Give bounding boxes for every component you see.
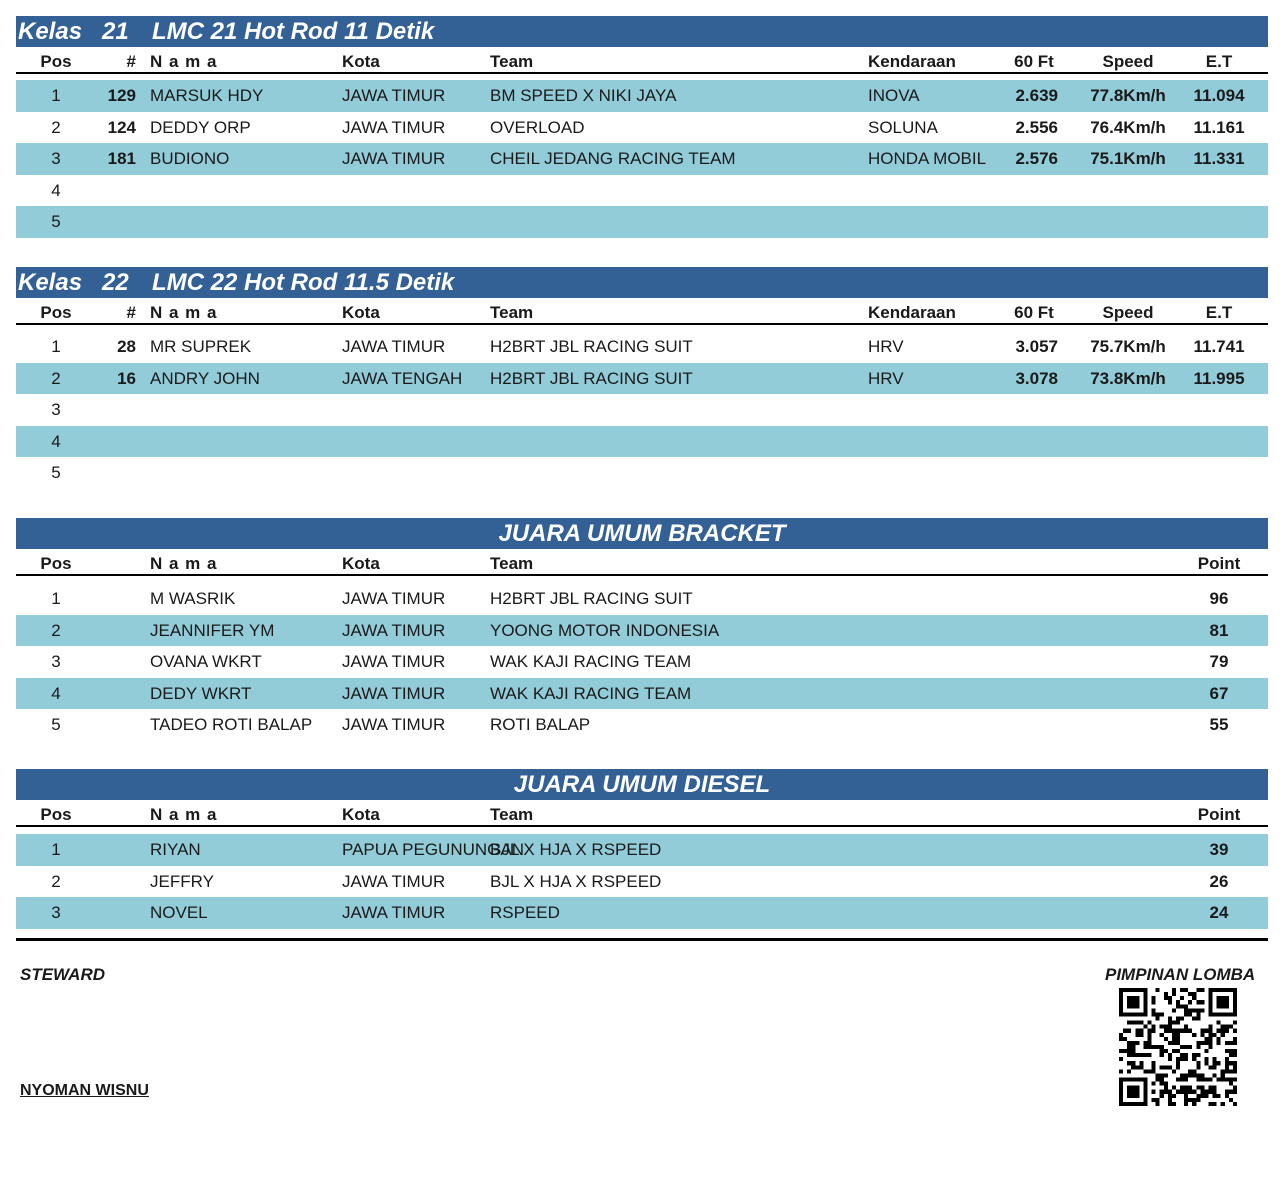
cell-team: WAK KAJI RACING TEAM xyxy=(490,683,692,703)
table-row xyxy=(16,646,1268,678)
pimpinan-label: PIMPINAN LOMBA xyxy=(1105,965,1256,984)
cell-pos: 2 xyxy=(51,117,61,137)
table-row xyxy=(16,897,1268,929)
cell-kota: PAPUA PEGUNUNGAN xyxy=(342,840,525,859)
table-row xyxy=(16,678,1268,710)
table-row xyxy=(16,426,1268,458)
table-row xyxy=(16,175,1268,207)
cell-kota: JAWA TIMUR xyxy=(342,903,446,922)
cell-kota: JAWA TENGAH xyxy=(342,368,463,388)
cell-speed: 75.7Km/h xyxy=(1090,337,1166,356)
col-kota: Kota xyxy=(342,52,380,71)
cell-nama: TADEO ROTI BALAP xyxy=(150,715,313,734)
cell-kota: JAWA TIMUR xyxy=(342,117,446,137)
cell-ft: 2.556 xyxy=(1015,117,1058,137)
cell-nama: JEANNIFER YM xyxy=(150,620,275,640)
cell-num: 16 xyxy=(117,368,136,388)
qr-code-icon xyxy=(1113,988,1243,1106)
cell-nama: BUDIONO xyxy=(150,149,230,168)
cell-kota: JAWA TIMUR xyxy=(342,871,446,891)
kelas-22-header-row xyxy=(16,301,1268,325)
cell-et: 11.094 xyxy=(1193,86,1245,105)
table-row xyxy=(16,112,1268,144)
cell-point: 67 xyxy=(1209,683,1229,703)
cell-kota: JAWA TIMUR xyxy=(342,86,446,105)
bracket-title-bar xyxy=(16,518,1268,549)
cell-pos: 3 xyxy=(51,652,61,671)
cell-kendaraan: INOVA xyxy=(868,86,920,105)
cell-point: 81 xyxy=(1209,620,1229,640)
col-et: E.T xyxy=(1205,52,1233,71)
cell-num: 129 xyxy=(107,86,136,105)
col-pos: Pos xyxy=(40,805,72,824)
cell-kota: JAWA TIMUR xyxy=(342,589,446,608)
cell-kota: JAWA TIMUR xyxy=(342,683,446,703)
cell-pos: 2 xyxy=(51,620,61,640)
cell-kendaraan: HRV xyxy=(868,368,904,388)
kelas-21-title-bar xyxy=(16,16,1268,47)
table-row xyxy=(16,80,1268,112)
col-point: Point xyxy=(1197,554,1241,573)
cell-pos: 3 xyxy=(51,400,61,419)
cell-kota: JAWA TIMUR xyxy=(342,715,446,734)
col-kendaraan: Kendaraan xyxy=(868,303,956,322)
cell-team: OVERLOAD xyxy=(490,117,585,137)
cell-pos: 2 xyxy=(51,368,61,388)
cell-team: H2BRT JBL RACING SUIT xyxy=(490,368,693,388)
kelas-label: Kelas xyxy=(18,18,83,45)
kelas-number: 21 xyxy=(102,18,129,45)
col-pos: Pos xyxy=(40,52,72,71)
cell-et: 11.741 xyxy=(1193,337,1245,356)
cell-speed: 76.4Km/h xyxy=(1090,117,1166,137)
cell-kota: JAWA TIMUR xyxy=(342,620,446,640)
col-speed: Speed xyxy=(1102,303,1154,322)
cell-team: YOONG MOTOR INDONESIA xyxy=(490,620,720,640)
cell-team: CHEIL JEDANG RACING TEAM xyxy=(490,149,736,168)
cell-nama: OVANA WKRT xyxy=(150,652,262,671)
cell-point: 39 xyxy=(1209,840,1229,859)
col-team: Team xyxy=(490,554,534,573)
col-pos: Pos xyxy=(40,554,72,573)
cell-team: RSPEED xyxy=(490,903,560,922)
cell-speed: 75.1Km/h xyxy=(1090,149,1166,168)
footer-divider xyxy=(16,938,1268,941)
bracket-header-row xyxy=(16,552,1268,576)
col-kota: Kota xyxy=(342,303,380,322)
diesel-title: JUARA UMUM DIESEL xyxy=(513,771,771,798)
cell-kendaraan: HONDA MOBIL xyxy=(868,149,987,168)
table-row xyxy=(16,583,1268,615)
cell-pos: 1 xyxy=(51,337,61,356)
cell-kota: JAWA TIMUR xyxy=(342,337,446,356)
col-team: Team xyxy=(490,52,534,71)
table-row xyxy=(16,709,1268,741)
cell-kendaraan: SOLUNA xyxy=(868,117,938,137)
table-row xyxy=(16,206,1268,238)
table-row xyxy=(16,457,1268,489)
diesel-title-bar xyxy=(16,769,1268,800)
steward-name: NYOMAN WISNU xyxy=(20,1082,149,1099)
table-row xyxy=(16,331,1268,363)
cell-num: 181 xyxy=(107,149,136,168)
col-team: Team xyxy=(490,303,534,322)
col-num: # xyxy=(126,303,136,322)
cell-team: BJL X HJA X RSPEED xyxy=(490,871,662,891)
kelas-22-title-bar xyxy=(16,267,1268,298)
cell-pos: 1 xyxy=(51,86,61,105)
cell-num: 124 xyxy=(107,117,136,137)
kelas-title: LMC 21 Hot Rod 11 Detik xyxy=(152,18,435,45)
table-row xyxy=(16,363,1268,395)
cell-nama: DEDY WKRT xyxy=(150,683,252,703)
cell-team: WAK KAJI RACING TEAM xyxy=(490,652,692,671)
cell-point: 55 xyxy=(1209,715,1229,734)
col-60ft: 60 Ft xyxy=(1014,303,1054,322)
cell-kendaraan: HRV xyxy=(868,337,904,356)
col-nama: N a m a xyxy=(150,805,218,824)
col-kendaraan: Kendaraan xyxy=(868,52,956,71)
cell-pos: 1 xyxy=(51,840,61,859)
cell-pos: 1 xyxy=(51,589,61,608)
kelas-label: Kelas xyxy=(18,269,83,296)
col-nama: N a m a xyxy=(150,52,218,71)
cell-team: BJL X HJA X RSPEED xyxy=(490,840,662,859)
cell-pos: 5 xyxy=(51,715,61,734)
col-point: Point xyxy=(1197,805,1241,824)
cell-ft: 3.078 xyxy=(1015,368,1058,388)
cell-point: 26 xyxy=(1209,871,1229,891)
col-num: # xyxy=(126,52,136,71)
table-row xyxy=(16,394,1268,426)
diesel-header-row xyxy=(16,803,1268,827)
cell-point: 96 xyxy=(1209,589,1229,608)
col-nama: N a m a xyxy=(150,554,218,573)
cell-nama: DEDDY ORP xyxy=(150,117,251,137)
cell-pos: 4 xyxy=(51,431,61,451)
cell-pos: 5 xyxy=(51,463,61,482)
cell-pos: 3 xyxy=(51,903,61,922)
cell-team: H2BRT JBL RACING SUIT xyxy=(490,337,693,356)
cell-nama: NOVEL xyxy=(150,903,208,922)
cell-et: 11.995 xyxy=(1193,368,1245,388)
cell-pos: 4 xyxy=(51,683,61,703)
cell-pos: 3 xyxy=(51,149,61,168)
cell-nama: ANDRY JOHN xyxy=(150,368,260,388)
cell-team: ROTI BALAP xyxy=(490,715,591,734)
cell-ft: 3.057 xyxy=(1015,337,1058,356)
cell-pos: 5 xyxy=(51,212,61,231)
cell-ft: 2.639 xyxy=(1015,86,1058,105)
cell-kota: JAWA TIMUR xyxy=(342,652,446,671)
kelas-21-header-row xyxy=(16,50,1268,74)
cell-pos: 2 xyxy=(51,871,61,891)
col-kota: Kota xyxy=(342,554,380,573)
cell-point: 79 xyxy=(1209,652,1229,671)
cell-ft: 2.576 xyxy=(1015,149,1058,168)
cell-et: 11.161 xyxy=(1193,117,1245,137)
cell-pos: 4 xyxy=(51,180,61,200)
cell-speed: 73.8Km/h xyxy=(1090,368,1166,388)
cell-et: 11.331 xyxy=(1193,149,1245,168)
cell-num: 28 xyxy=(117,337,136,356)
cell-nama: RIYAN xyxy=(150,840,201,859)
col-et: E.T xyxy=(1205,303,1233,322)
cell-nama: M WASRIK xyxy=(150,589,236,608)
kelas-title: LMC 22 Hot Rod 11.5 Detik xyxy=(152,269,455,296)
col-nama: N a m a xyxy=(150,303,218,322)
cell-point: 24 xyxy=(1209,903,1229,922)
col-team: Team xyxy=(490,805,534,824)
cell-team: BM SPEED X NIKI JAYA xyxy=(490,86,677,105)
kelas-number: 22 xyxy=(102,269,129,296)
table-row xyxy=(16,866,1268,898)
table-row xyxy=(16,143,1268,175)
cell-speed: 77.8Km/h xyxy=(1090,86,1166,105)
col-speed: Speed xyxy=(1102,52,1154,71)
table-row xyxy=(16,834,1268,866)
steward-label: STEWARD xyxy=(20,965,105,984)
cell-nama: MARSUK HDY xyxy=(150,86,264,105)
table-row xyxy=(16,615,1268,647)
bracket-title: JUARA UMUM BRACKET xyxy=(498,520,786,547)
cell-kota: JAWA TIMUR xyxy=(342,149,446,168)
cell-team: H2BRT JBL RACING SUIT xyxy=(490,589,693,608)
cell-nama: JEFFRY xyxy=(150,871,214,891)
col-pos: Pos xyxy=(40,303,72,322)
col-60ft: 60 Ft xyxy=(1014,52,1054,71)
cell-nama: MR SUPREK xyxy=(150,337,252,356)
col-kota: Kota xyxy=(342,805,380,824)
